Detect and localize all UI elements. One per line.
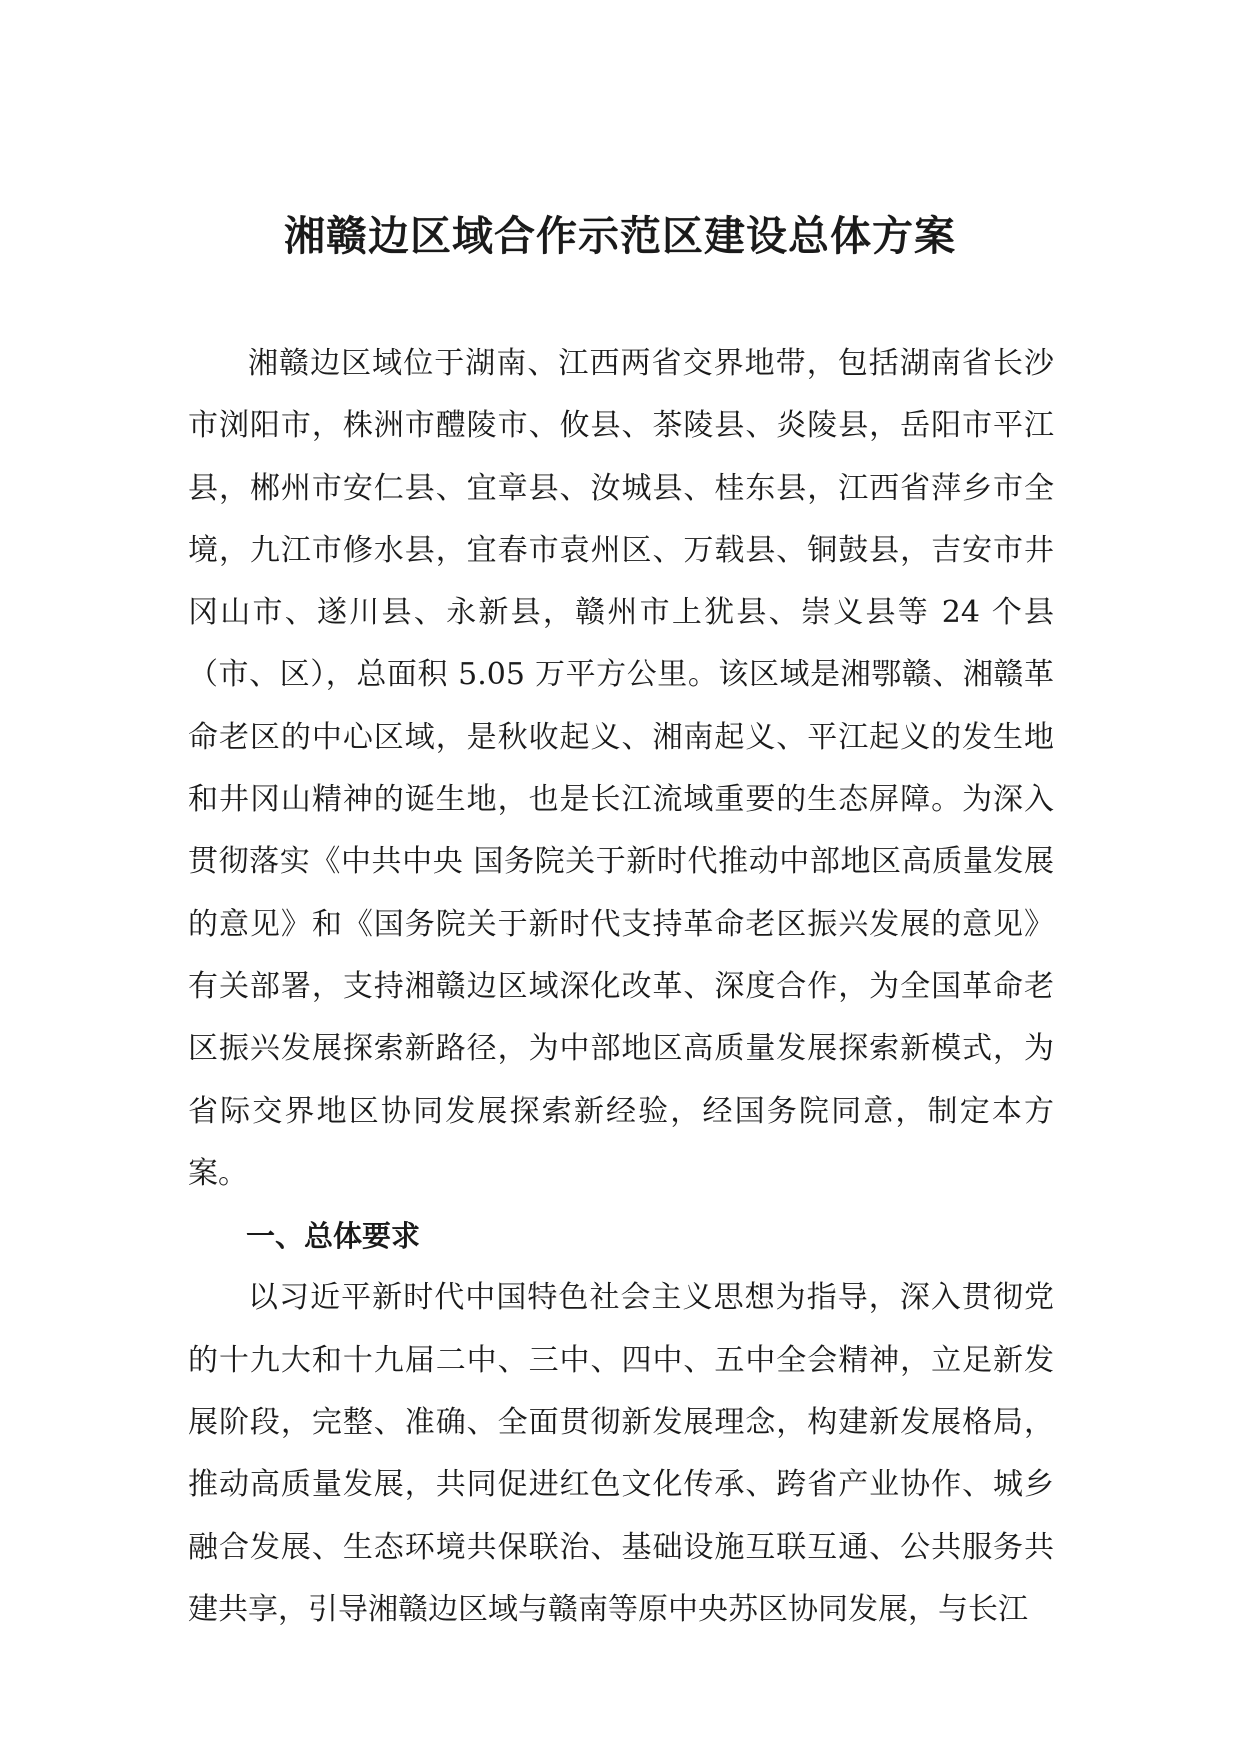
section-heading: 一、总体要求 (246, 1219, 421, 1254)
intro-paragraph: 湘赣边区域位于湖南、江西两省交界地带，包括湖南省长沙市浏阳市，株洲市醴陵市、攸县、茶陵县、炎陵县，岳阳市平江县，郴州市安仁县、宜章县、汝城县、桂东县，江西省萍乡市全境，九江市修水县，宜春市袁州区、万载县、铜鼓县，吉安市井冈山市、遂川县、永新县，赣州市上犹县、崇义县等 24 个县（市、区），总面积 5.05 万平方公里。该区域是湘鄂赣、湘赣革命老区的中心区域，是秋收起义、湘南起义、平江起义的发生地和井冈山精神的诞生地，也是长江流域重要的生态屏障。为深入贯彻落实《中共中央 国务院关于新时代推动中部地区高质量发展的意见》和《国务院关于新时代支持革命老区振兴发展的意见》有关部署，支持湘赣边区域深化改革、深度合作，为全国革命老区振兴发展探索新路径，为中部地区高质量发展探索新模式，为省际交界地区协同发展探索新经验，经国务院同意，制定本方案。 (188, 346, 1054, 1191)
section-paragraph: 以习近平新时代中国特色社会主义思想为指导，深入贯彻党的十九大和十九届二中、三中、四中、五中全会精神，立足新发展阶段，完整、准确、全面贯彻新发展理念，构建新发展格局，推动高质量发展，共同促进红色文化传承、跨省产业协作、城乡融合发展、生态环境共保联治、基础设施互联互通、公共服务共建共享，引导湘赣边区域与赣南等原中央苏区协同发展，与长江 (188, 1280, 1054, 1627)
document-title: 湘赣边区域合作示范区建设总体方案 (284, 212, 956, 260)
document-body (188, 333, 1054, 1641)
